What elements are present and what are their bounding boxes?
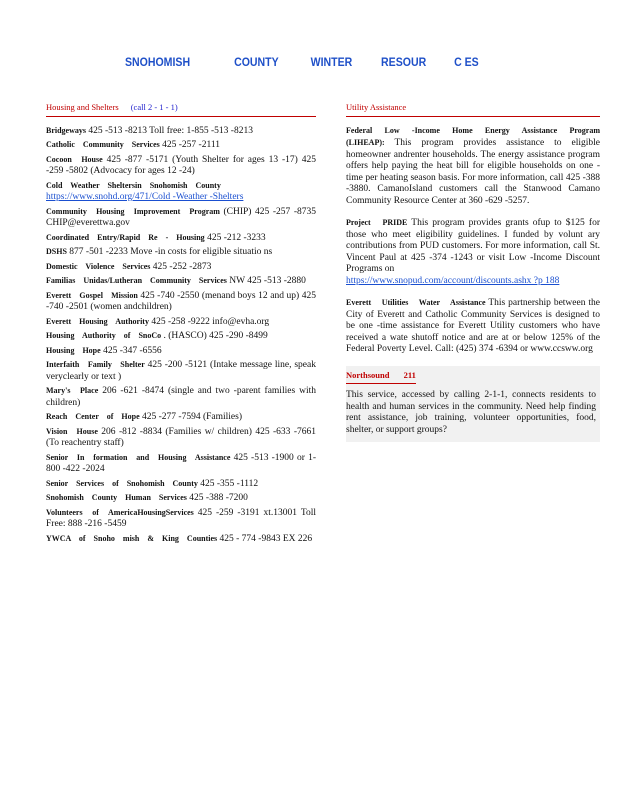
entry-text: . (HASCO) 425 -290 -8499	[161, 331, 268, 341]
entry-name: Housing Hope	[46, 345, 101, 355]
title-word: COUNTY	[234, 55, 279, 69]
list-item	[346, 297, 600, 356]
snopud-discount-link[interactable]: https://www.snopud.com/account/discounts.ashx ?p 188	[346, 275, 560, 286]
entry-text: 425 - 774 -9843 EX 226	[217, 533, 313, 544]
list-item	[46, 507, 316, 531]
entry-text: 425 -388 -7200	[186, 493, 248, 503]
entry-text: 425 -252 -2873	[150, 261, 212, 272]
list-item	[46, 261, 316, 274]
entry-name: Everett Utilities Water Assistance	[346, 298, 486, 307]
entry-name: Community Housing Improvement Program	[46, 206, 220, 216]
entry-name: Volunteers of AmericaHousingServices	[46, 507, 194, 517]
entry-name: Senior Services of Snohomish County	[46, 478, 198, 488]
entry-text: 425 -212 -3233	[204, 232, 266, 243]
entry-name: Housing Authority of SnoCo	[46, 331, 162, 340]
title-word: RESOUR	[381, 55, 427, 69]
list-item	[46, 232, 316, 245]
housing-heading	[46, 102, 316, 117]
list-item	[46, 125, 316, 138]
list-item	[46, 139, 316, 152]
entry-name: Vision House	[46, 426, 98, 436]
list-item	[46, 154, 316, 178]
entry-text: NW 425 -513 -2880	[226, 276, 306, 286]
entry-text: 425 -258 -9222 info@evha.org	[148, 316, 270, 327]
utility-column	[346, 102, 600, 442]
housing-column	[46, 102, 316, 547]
entry-name: Bridgeways	[46, 125, 86, 135]
entry-name: Domestic Violence Services	[46, 261, 151, 271]
entry-name: Reach Center of Hope	[46, 412, 140, 421]
utility-heading	[346, 102, 600, 117]
entry-name: Everett Gospel Mission	[46, 290, 138, 300]
entry-text: 425 -259 -3191 xt.13001 Toll Free: 888 -216 -5459	[46, 507, 316, 529]
entry-name: Mary's Place	[46, 386, 99, 395]
entry-text: 425 -277 -7594 (Families)	[139, 412, 243, 422]
entry-text: This program provides grants ofup to $125 for those who meet eligibility guidelines. I funded by volunt ary contributions from PUD customers. For more information, call St. Vincent Paul at 425 -374 -1243 or visit Low -Income Discount Programs on	[346, 218, 600, 274]
list-item	[346, 217, 600, 287]
entry-name: Project PRIDE	[346, 218, 408, 227]
housing-heading-phone: (call 2 - 1 - 1)	[130, 102, 178, 112]
entry-text: 425 -513 -1900 or 1-800 -422 -2024	[46, 452, 317, 474]
list-item	[46, 246, 316, 259]
northsound-text: This service, accessed by calling 2-1-1, connects residents to health and human services in the community. Need help finding rent assistance, job training, volunteer opportunities, food, shelter, or support groups?	[346, 390, 596, 435]
entry-name: Federal Low -Income Home Energy Assistance Program (LIHEAP):	[346, 125, 600, 147]
list-item	[46, 452, 316, 476]
list-item	[46, 411, 316, 424]
entry-text: 425 -355 -1112	[197, 478, 259, 489]
entry-name: Catholic Community Services	[46, 140, 160, 149]
northsound-heading: Northsound 211	[346, 370, 416, 385]
entry-text: (CHIP) 425 -257 -8735 CHIP@everettwa.gov	[46, 206, 316, 228]
entry-name: Familias Unidas/Lutheran Community Services	[46, 276, 227, 285]
list-item	[46, 426, 316, 450]
list-item	[46, 206, 316, 230]
cold-weather-link[interactable]: https://www.snohd.org/471/Cold -Weather -Shelters	[46, 192, 244, 202]
entry-name: Everett Housing Authority	[46, 316, 149, 326]
list-item	[46, 533, 316, 546]
entry-text: 425 -877 -5171 (Youth Shelter for ages 13 -17) 425 -259 -5802 (Advocacy for ages 12 -24)	[46, 154, 316, 176]
list-item	[46, 359, 316, 383]
entry-text: 206 -812 -8834 (Families w/ children) 425 -633 -7661 (To reachentry staff)	[46, 426, 316, 448]
entry-name: Senior In formation and Housing Assistance	[46, 452, 231, 462]
title-word: WINTER	[310, 55, 353, 69]
list-item	[346, 125, 600, 208]
entry-name: Coordinated Entry/Rapid Re - Housing	[46, 232, 205, 242]
entry-name: Snohomish County Human Services	[46, 493, 187, 502]
list-item	[46, 345, 316, 358]
list-item	[46, 180, 316, 204]
entry-text: 877 -501 -2233 Move -in costs for eligible situatio ns	[66, 247, 273, 257]
entry-text: This partnership between the City of Everett and Catholic Community Services is designed to be one -time assistance for Everett Utility customers who have received a wate shutoff notice and are at or below 125% of the Federal Poverty Level. Call: (425) 374 -6394 or www.ccsww.org	[346, 298, 600, 354]
list-item	[46, 330, 316, 343]
list-item	[46, 316, 316, 329]
list-item	[46, 290, 316, 314]
entry-name: Cold Weather Sheltersin Snohomish County	[46, 180, 221, 190]
entry-text: 425 -740 -2550 (menand boys 12 and up) 425 -740 -2501 (women andchildren)	[46, 290, 316, 312]
housing-list	[46, 125, 316, 546]
list-item	[46, 385, 316, 409]
entry-text: 425 -347 -6556	[100, 345, 162, 356]
title-word: SNOHOMISH	[124, 55, 191, 69]
entry-text: This program provides assistance to eligible homeowner andrenter households. The energy assistance program offers help paying the heat bill for eligible households on one -time per heating season basis. For more information, call 425 -388 -3880. CamanoIsland customers call the Stanwood Camano Community Resource Center at 360 -629 -5257.	[346, 138, 600, 206]
entry-text: 425 -257 -2111	[159, 140, 221, 150]
housing-heading-label: Housing and Shelters	[46, 102, 119, 112]
utility-heading-label: Utility Assistance	[346, 102, 407, 112]
list-item	[46, 478, 316, 491]
title-word: C ES	[454, 55, 479, 69]
entry-text: 425 -513 -8213 Toll free: 1-855 -513 -8213	[86, 125, 253, 136]
list-item	[46, 275, 316, 288]
northsound-section	[346, 366, 600, 443]
entry-name: DSHS	[46, 247, 67, 256]
entry-text: 206 -621 -8474 (single and two -parent families with children)	[46, 386, 316, 408]
entry-name: YWCA of Snoho mish & King Counties	[46, 533, 218, 543]
entry-name: Cocoon House	[46, 154, 103, 164]
entry-name: Interfaith Family Shelter	[46, 360, 145, 369]
entry-text: 425 -200 -5121 (Intake message line, speak veryclearly or text )	[46, 360, 316, 382]
list-item	[46, 492, 316, 505]
